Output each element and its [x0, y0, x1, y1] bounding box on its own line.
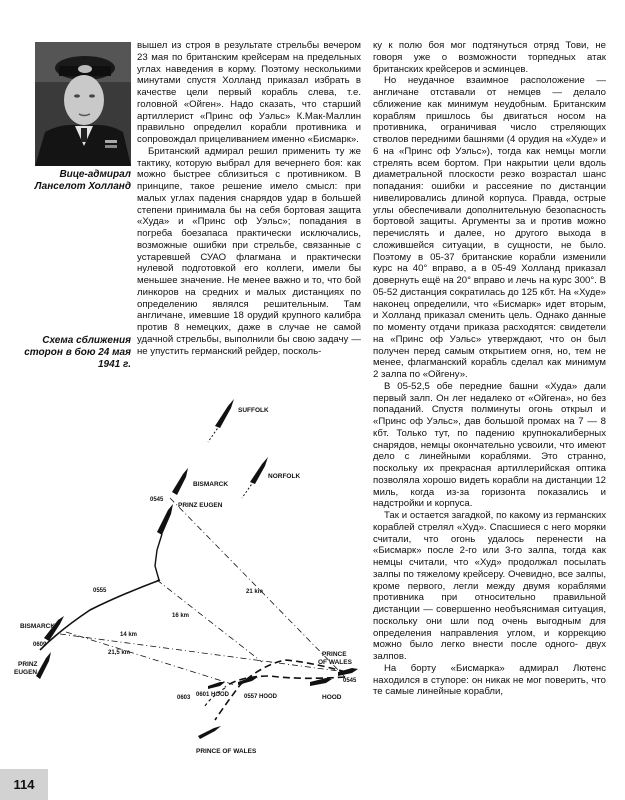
label-time-0555: 0555	[93, 588, 107, 594]
label-bismarck-top: BISMARCK	[193, 481, 229, 488]
text-column-middle	[137, 40, 361, 357]
label-prinz-bottom: PRINZ	[18, 661, 38, 668]
ship-hood-right	[310, 678, 332, 686]
portrait-caption-line: Ланселот Холланд	[34, 181, 131, 192]
prince-of-wales-course-line	[215, 660, 346, 720]
paragraph: В 05-52,5 обе передние башни «Худа» дали первый залп. Он лег недалеко от «Ойгена», но без попаданий. Спустя полминуты огонь открыл и «Принс оф Уэльс», дав большой промах на 7 — 8 кбт. Только тут, по падению крупнокалиберных снарядов, немцы окончательно усвоили, что имеют дело с линейными кораблями. Это странно, поскольку их прекрасная артиллерийская оптика позволяла хорошо видеть корабли на дистанции 12 миль, когда из-за горизонта показались и надстройки и корпуса.	[373, 380, 606, 510]
ship-hood-0601	[208, 682, 225, 689]
diagram-caption-line: 1941 г.	[97, 359, 131, 370]
text-column-right	[373, 40, 606, 698]
diagram-caption	[10, 335, 131, 371]
label-norfolk: NORFOLK	[268, 473, 301, 480]
portrait-caption	[20, 169, 131, 193]
label-time-0609: 0609	[33, 642, 47, 648]
label-prinz-eugen-top: PRINZ EUGEN	[178, 502, 223, 509]
ship-prinz-eugen-top	[155, 504, 173, 580]
paragraph: Так и остается загадкой, по какому из германских кораблей стрелял «Худ». Спасшиеся с него моряки считали, что огонь удалось перенести на «Бисмарк» после 2-го или 3-го залпа, тогда как немцы считали, что «Худ» продолжал посылать залпы по тяжелому крейсеру. Очевидно, все залпы, кроме первого, легли между двумя кораблями противника при относительно правильной дистанции — совершенно необъяснимая ситуация, поскольку они шли под очень выгодным для определения направления углом, и коррекцию можно было легко внести после одного- двух залпов.	[373, 510, 606, 662]
label-bismarck-bottom: BISMARCK	[20, 623, 56, 630]
label-distance-16km: 16 km	[172, 613, 190, 619]
label-time-0545-top: 0545	[150, 497, 164, 503]
label-distance-21-5km: 21,5 km	[108, 650, 131, 656]
page-number: 114	[13, 777, 35, 792]
label-distance-21km: 21 km	[246, 589, 264, 595]
label-hood-right: HOOD	[322, 694, 342, 701]
label-suffolk: SUFFOLK	[238, 407, 269, 414]
label-hood-0557: 0557 HOOD	[244, 694, 278, 700]
distance-line-21-5km	[60, 634, 346, 672]
ship-norfolk	[242, 457, 268, 498]
label-prince-of-wales-bottom: PRINCE OF WALES	[196, 748, 257, 755]
battle-diagram	[0, 380, 370, 775]
label-time-0603: 0603	[177, 695, 191, 701]
paragraph: Но неудачное взаимное расположение — англичане отставали от немцев — делало сближение как минимум неудобным. Британским кораблям пришлось бы двигаться носом на противника, ограничивая число стреляющих стволов передними башнями (4 орудия на «Худе» и 6 на «Принс оф Уэльс»), тогда как немцы могли стрелять всем бортом. При накрытии цели вдоль диаметральной плоскости резко возрастал шанс попадания: ошибки и рассеяние по дистанции нивелировались длиной корпуса. Правда, острые углы обеспечивали дополнительную безопасность бортовой защиты. Аргументы за и против можно перечислять и далее, но другого выхода в сложившейся ситуации, в сущности, не было. Поэтому в 05-37 британские корабли изменили курс на 40° вправо, а в 05-49 Холланд приказал довернуть ещё на 20° вправо и лечь на курс 300°. В 05-52 дистанция сократилась до 125 кбт. На «Худе» наконец определили, что «Бисмарк» идет вторым, и Холланд приказал сменить цель. Однако данные по моменту отдачи приказа расходятся: свидетели на «Принс оф Уэльс» утверждают, что он был получен перед самым открытием огня, но, тем не менее, флагманский корабль сделал как минимум 2 залпа по «Ойгену».	[373, 75, 606, 380]
ship-bismarck-top	[172, 468, 188, 495]
portrait-illustration	[35, 42, 131, 166]
portrait-caption-line: Вице-адмирал	[59, 169, 131, 180]
label-distance-14km: 14 km	[120, 632, 138, 638]
diagram-caption-line: сторон в бою 24 мая	[24, 347, 131, 358]
label-time-0545-right: 0545	[343, 678, 357, 684]
paragraph: На борту «Бисмарка» адмирал Лютенс находился в ступоре: он никак не мог поверить, что те самые линейные корабли,	[373, 662, 606, 698]
paragraph: Британский адмирал решил применить ту же тактику, которую выбрал для вечернего боя: как можно быстрее сблизиться с противником. В принципе, такое решение имело смысл: при малых углах падения снарядов удар в большей степени принимала бы на себя бортовая защита «Худа» и «Принс оф Уэльс»; попадания в погреба боезапаса практически исключались, возможные ошибки при стрельбе, связанные с устаревшей СУАО флагмана и практически нулевой подготовкой его коллеги, имели бы меньшее значение. Не менее важно и то, что бой линкоров на средних и малых дистанциях по определению являлся решительным. Там англичане, имевшие 18 орудий крупного калибра против 8 немецких, даже в случае не самой удачной стрельбы, выполнили бы свою задачу — не упустить германский рейдер, посколь-	[137, 145, 361, 357]
label-eugen-bottom: EUGEN	[14, 669, 38, 676]
ship-prince-of-wales-right	[338, 668, 358, 676]
label-of-wales-right: OF WALES	[318, 659, 352, 666]
diagram-caption-line: Схема сближения	[42, 335, 131, 346]
distance-line-14km	[66, 632, 235, 685]
ship-prinz-eugen-bottom	[36, 652, 51, 679]
distance-line-21km	[170, 498, 345, 677]
portrait-photo	[35, 42, 131, 166]
ship-prince-of-wales-bottom	[198, 726, 221, 739]
label-hood-0601: 0601 HOOD	[196, 692, 230, 698]
label-prince-right: PRINCE	[322, 651, 347, 658]
paragraph: вышел из строя в результате стрельбы вечером 23 мая по британским крейсерам на предельных углах наведения в корму. Поэтому несколькими минутами спустя Холланд приказал избрать в качестве цели первый корабль слева, т.е. головной «Ойген». Надо сказать, что старший артиллерист «Принс оф Уэльс» К.Мак-Маллин правильно определил корабли противника и сопровождал прицеливанием именно «Бисмарк».	[137, 40, 361, 145]
ship-suffolk	[208, 399, 234, 442]
paragraph: ку к полю боя мог подтянуться отряд Тови, не говоря уже о возможности торпедных атак британских крейсеров и эсминцев.	[373, 40, 606, 75]
